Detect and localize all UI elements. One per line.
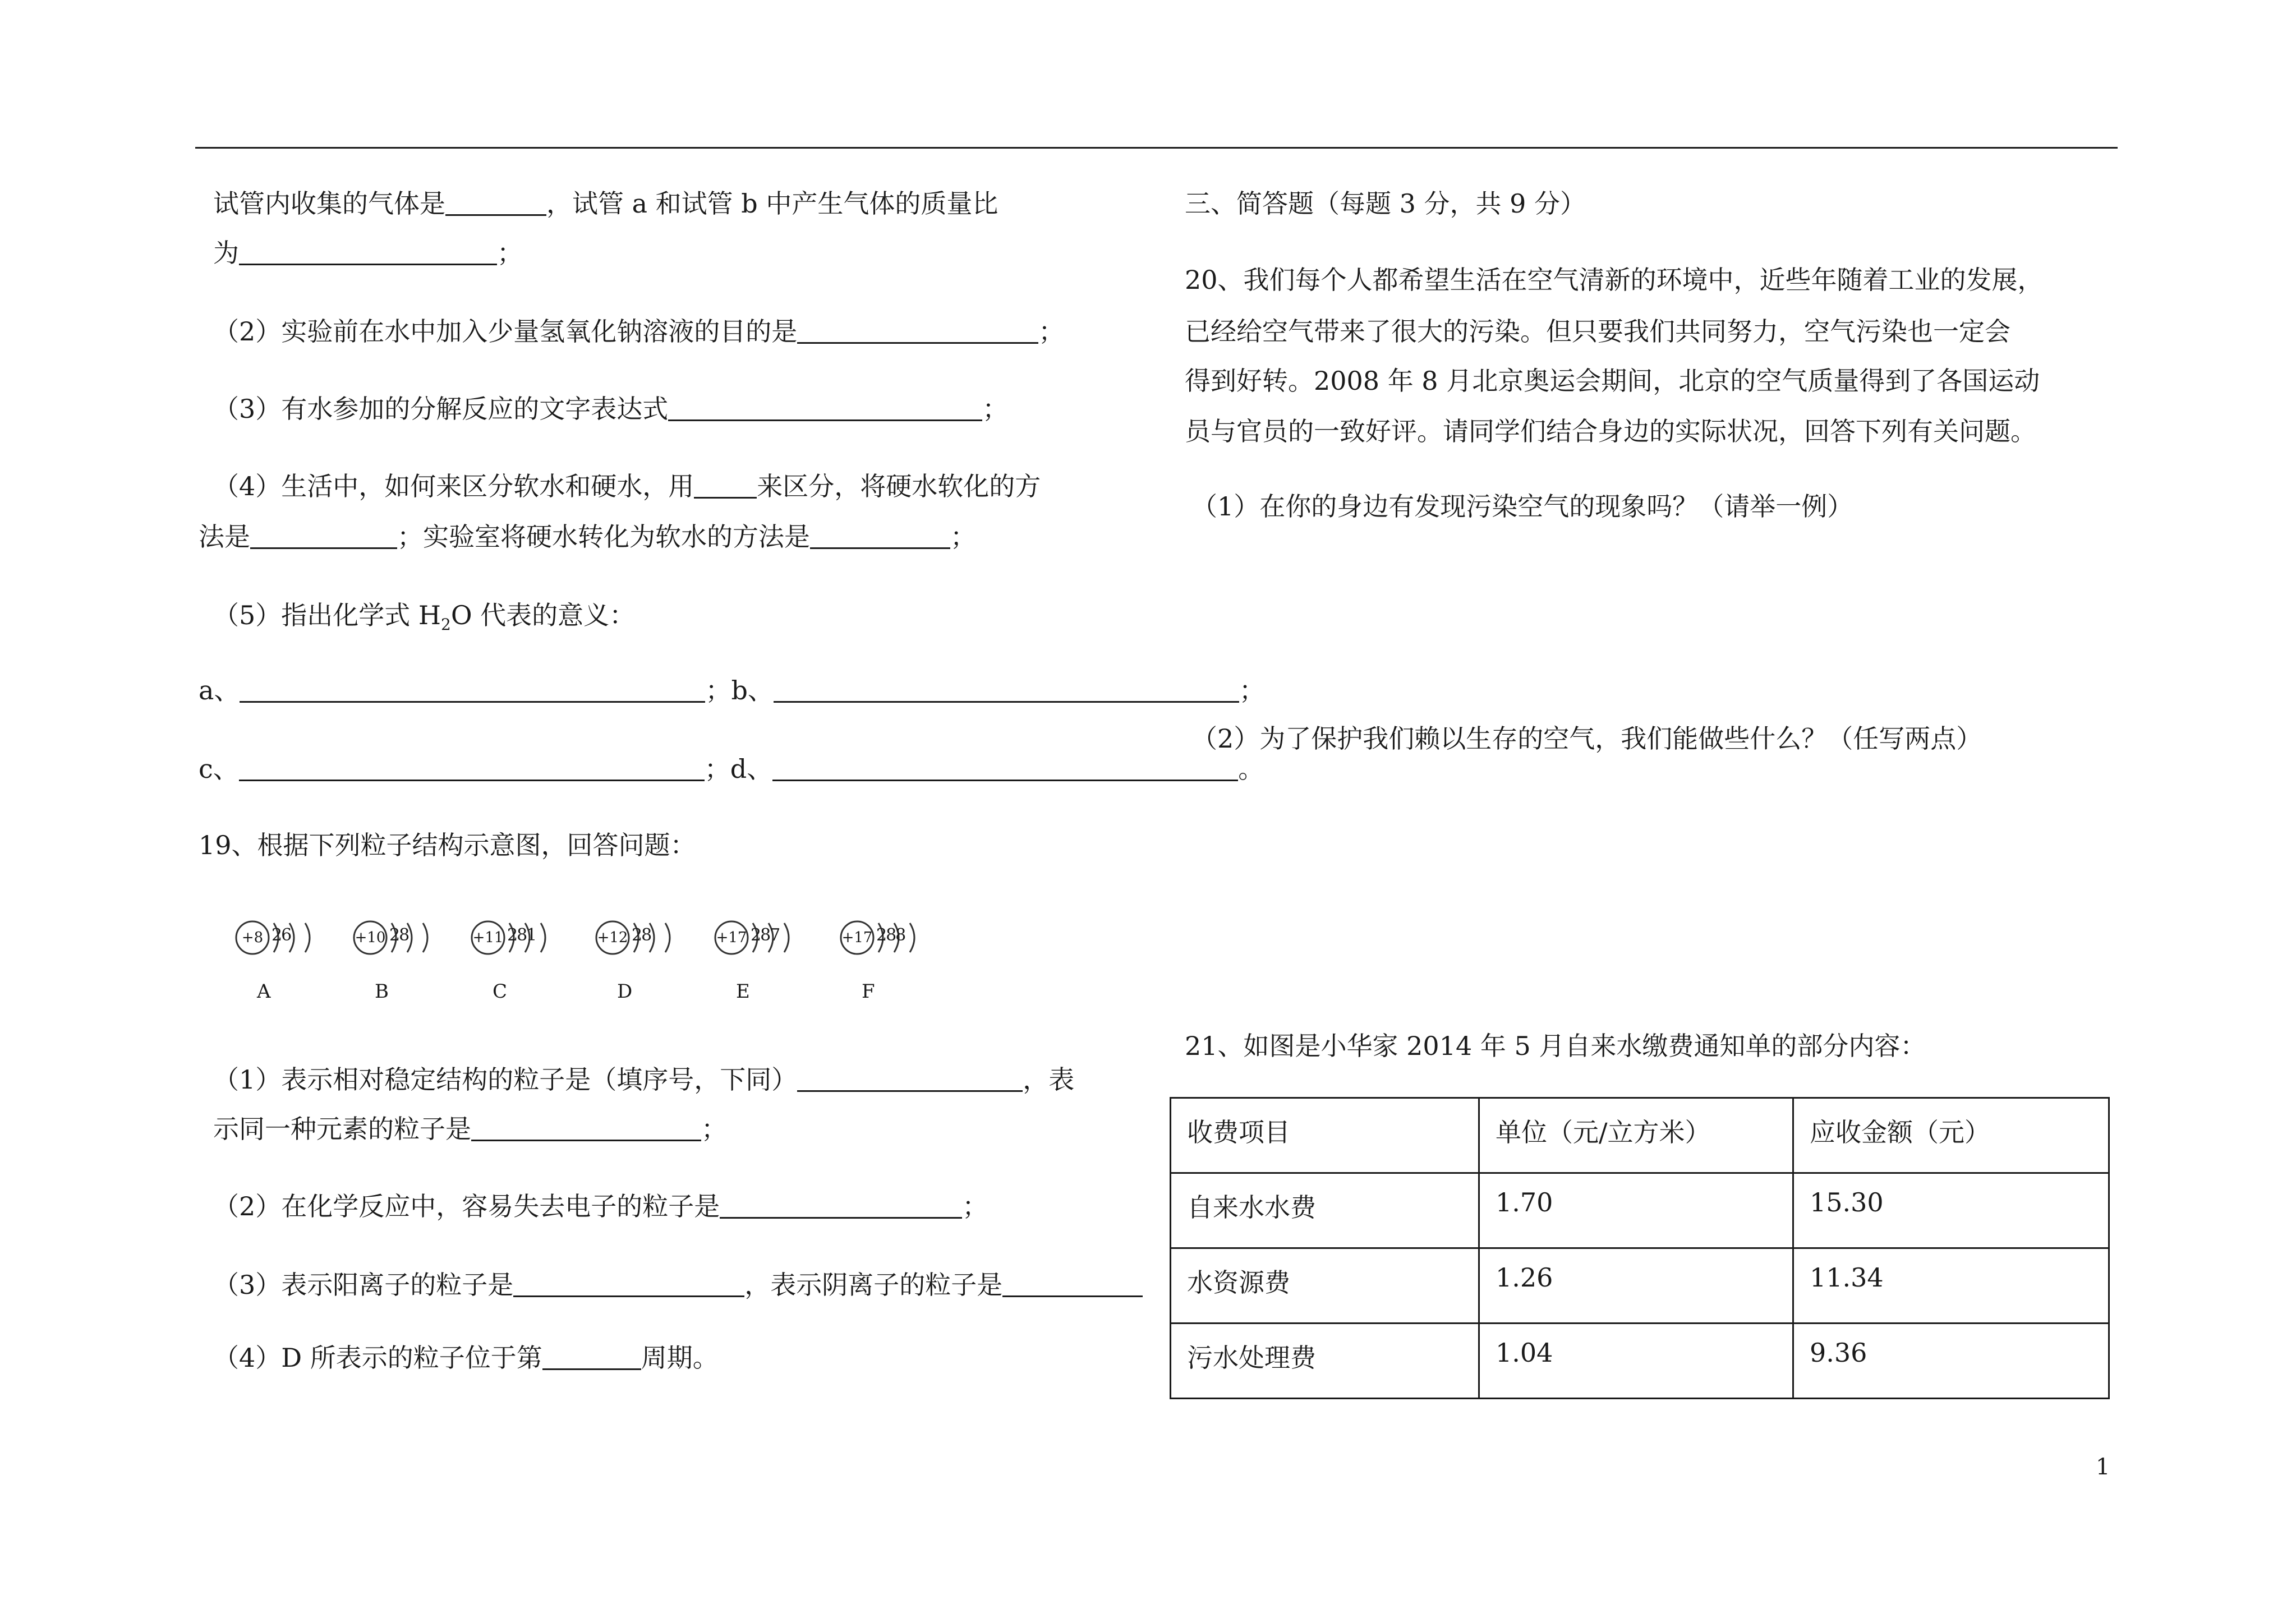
atom-label: E [736,980,750,1003]
nucleus-charge: +17 [716,929,747,946]
q19-part3 [213,1272,1143,1298]
table-cell: 水资源费 [1171,1248,1479,1324]
table-header-cell: 单位（元/立方米） [1479,1098,1793,1173]
table-cell: 11.34 [1793,1248,2109,1324]
label-d: d、 [730,754,773,784]
answer-blank[interactable] [471,1117,701,1141]
semicolon: ； [950,522,976,552]
q18-part4-text-b: 来区分，将硬水软化的方 [757,471,1041,501]
nucleus-charge: +12 [597,929,628,946]
q18-part5-text-b: O 代表的意义： [450,600,636,630]
label-c: c、 [199,754,239,784]
q18-part3 [213,396,1008,422]
answer-blank[interactable] [542,1346,641,1370]
meaning-row-cd [199,756,1264,782]
semicolon: ； [1038,316,1065,347]
q19-part2 [213,1193,988,1219]
electron-config: 281 [507,925,536,945]
q19-title: 19、根据下列粒子结构示意图，回答问题： [199,830,696,860]
answer-blank-a[interactable] [240,679,705,703]
q21-title: 21、如图是小华家 2014 年 5 月自来水缴费通知单的部分内容： [1185,1031,1926,1061]
atom-label: C [493,980,508,1003]
q18-part2-text: （2）实验前在水中加入少量氢氧化钠溶液的目的是 [213,316,798,347]
electron-config: 288 [876,925,905,945]
nucleus-charge: +17 [841,929,873,946]
answer-blank-b[interactable] [774,679,1239,703]
atom-label: D [617,980,633,1003]
q18-tube-mid: ，试管 a 和试管 b 中产生气体的质量比 [546,188,999,219]
table-cell: 污水处理费 [1171,1324,1479,1399]
electron-config: 28 [389,925,409,945]
q18-part5-text-a: （5）指出化学式 H [213,600,441,630]
semicolon: ； [497,238,523,268]
atom-label: B [375,980,389,1003]
answer-blank[interactable] [445,192,546,216]
semicolon: ； [705,675,731,706]
q18-part4-text-c: 法是 [199,522,250,552]
answer-blank[interactable] [694,474,757,499]
answer-blank[interactable] [810,525,950,549]
semicolon: ； [962,1191,988,1221]
meaning-row-ab [199,675,1265,706]
atom-label: A [257,980,271,1003]
q18-tube-prefix: 试管内收集的气体是 [213,188,445,219]
q19-part4-text-b: 周期。 [641,1343,719,1373]
q20-line4: 员与官员的一致好评。请同学们结合身边的实际状况，回答下列有关问题。 [1185,416,2036,446]
answer-blank[interactable] [797,320,1038,344]
answer-blank[interactable] [720,1195,962,1219]
table-cell: 1.70 [1479,1173,1793,1248]
q19-part1 [213,1064,1075,1095]
q19-part3-text-b: ，表示阴离子的粒子是 [744,1270,1003,1300]
table-cell: 1.04 [1479,1324,1793,1399]
water-fee-table [1170,1097,2110,1399]
q20-line2: 已经给空气带来了很大的污染。但只要我们共同努力，空气污染也一定会 [1185,316,2010,347]
q20-line1: 20、我们每个人都希望生活在空气清新的环境中，近些年随着工业的发展， [1185,265,2044,295]
q20-line3: 得到好转。2008 年 8 月北京奥运会期间，北京的空气质量得到了各国运动 [1185,366,2040,396]
q18-part4-text-d: ；实验室将硬水转化为软水的方法是 [397,522,810,552]
q18-tube-line2 [213,240,523,266]
q18-part2 [213,316,1065,347]
label-b: b、 [731,675,774,706]
q19-part1-text-c: 示同一种元素的粒子是 [213,1114,471,1144]
nucleus-charge: +10 [355,929,386,946]
page-number: 1 [2096,1454,2110,1480]
q20-part2: （2）为了保护我们赖以生存的空气，我们能做些什么？（任写两点） [1191,723,1982,754]
q18-part3-text: （3）有水参加的分解反应的文字表达式 [213,394,669,424]
table-cell: 15.30 [1793,1173,2109,1248]
atom-diagram [470,920,616,1009]
table-header-cell: 收费项目 [1171,1098,1479,1173]
q20-part1: （1）在你的身边有发现污染空气的现象吗？（请举一例） [1191,491,1853,522]
electron-config: 28 [632,925,651,945]
table-header-cell: 应收金额（元） [1793,1098,2109,1173]
answer-blank-d[interactable] [772,757,1238,781]
nucleus-charge: +11 [472,929,504,946]
answer-blank[interactable] [513,1273,744,1297]
answer-blank[interactable] [239,241,497,265]
q19-part4-text-a: （4）D 所表示的粒子位于第 [213,1343,542,1373]
semicolon: ； [704,754,730,784]
section3-heading: 三、简答题（每题 3 分，共 9 分） [1185,188,1586,219]
q18-part5 [213,600,636,634]
answer-blank[interactable] [250,525,397,549]
period: 。 [1238,754,1264,784]
q19-part2-text: （2）在化学反应中，容易失去电子的粒子是 [213,1191,720,1221]
answer-blank[interactable] [1002,1273,1143,1297]
q19-part1-text-a: （1）表示相对稳定结构的粒子是（填序号，下同） [213,1064,798,1095]
subscript: 2 [441,615,451,634]
q18-tube-wei: 为 [213,238,239,268]
q18-part4-line2 [199,524,976,550]
atom-label: F [862,980,875,1003]
electron-config: 287 [751,925,780,945]
table-cell: 自来水水费 [1171,1173,1479,1248]
answer-blank[interactable] [668,397,982,421]
nucleus-charge: +8 [241,929,264,946]
answer-blank-c[interactable] [239,757,705,781]
label-a: a、 [199,675,240,706]
table-header-row [1171,1098,2109,1173]
q18-part4 [213,473,1041,499]
header-rule [195,147,2118,149]
table-cell: 1.26 [1479,1248,1793,1324]
table-row [1171,1173,2109,1248]
table-row [1171,1248,2109,1324]
electron-config: 26 [272,925,291,945]
q18-part4-text-a: （4）生活中，如何来区分软水和硬水，用 [213,471,694,501]
q19-part1-line2 [213,1116,727,1142]
table-cell: 9.36 [1793,1324,2109,1399]
atom-diagram [839,920,985,1009]
answer-blank[interactable] [797,1068,1023,1092]
q18-tube-line [213,188,999,219]
q19-part1-text-b: ，表 [1023,1064,1075,1095]
q19-part3-text-a: （3）表示阳离子的粒子是 [213,1270,514,1300]
semicolon: ； [982,394,1009,424]
atom-diagram [714,920,859,1009]
table-row [1171,1324,2109,1399]
semicolon: ； [701,1114,727,1144]
semicolon: ； [1239,675,1265,706]
q19-part4 [213,1345,719,1371]
